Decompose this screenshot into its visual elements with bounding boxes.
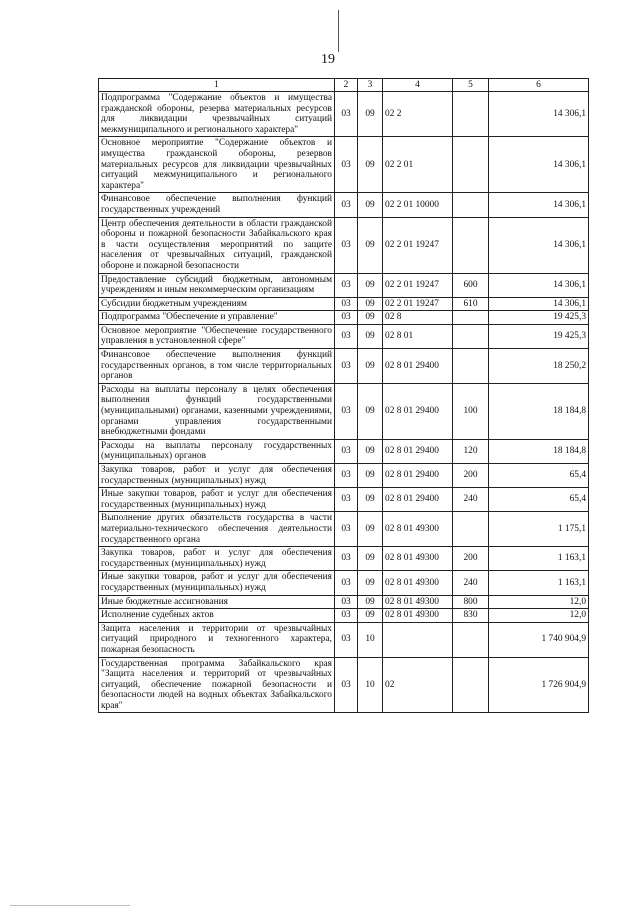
- cell-name: Иные закупки товаров, работ и услуг для обеспечения государственных (муниципальных) нужд: [99, 488, 335, 512]
- table-row: [99, 217, 589, 273]
- table-row: [99, 622, 589, 657]
- cell-amount: 1 175,1: [489, 512, 589, 547]
- cell-name: Основное мероприятие "Обеспечение государственного управления в установленной сфере": [99, 324, 335, 348]
- cell-section: 03: [335, 349, 358, 384]
- cell-subsection: 10: [358, 657, 383, 713]
- cell-target-article: 02 8 01 29400: [383, 383, 453, 439]
- cell-target-article: 02 8 01: [383, 324, 453, 348]
- table-row: [99, 383, 589, 439]
- cell-expense-type: [453, 92, 489, 137]
- header-col-6: 6: [489, 79, 589, 92]
- table-row: [99, 311, 589, 325]
- cell-target-article: 02 2 01 10000: [383, 193, 453, 217]
- cell-section: 03: [335, 92, 358, 137]
- cell-section: 03: [335, 657, 358, 713]
- cell-name: Подпрограмма "Содержание объектов и имущества гражданской обороны, резерва материальных ресурсов для ликвидации чрезвычайных ситуаций межмуниципального и регионального характера": [99, 92, 335, 137]
- cell-subsection: 09: [358, 137, 383, 193]
- cell-subsection: 09: [358, 547, 383, 571]
- cell-amount: 65,4: [489, 464, 589, 488]
- cell-amount: 14 306,1: [489, 137, 589, 193]
- cell-target-article: 02 8 01 29400: [383, 488, 453, 512]
- cell-expense-type: 200: [453, 547, 489, 571]
- cell-target-article: [383, 622, 453, 657]
- cell-expense-type: 240: [453, 571, 489, 595]
- cell-section: 03: [335, 383, 358, 439]
- cell-name: Основное мероприятие "Содержание объектов и имущества гражданской обороны, резервов материальных ресурсов для ликвидации чрезвычайных ситуаций межмуниципального и регионального характера": [99, 137, 335, 193]
- cell-expense-type: [453, 512, 489, 547]
- cell-target-article: 02 8: [383, 311, 453, 325]
- cell-expense-type: [453, 349, 489, 384]
- header-col-4: 4: [383, 79, 453, 92]
- cell-section: 03: [335, 311, 358, 325]
- cell-name: Государственная программа Забайкальского края "Защита населения и территорий от чрезвычайных ситуаций, обеспечение пожарной безопасности и безопасности людей на водных объектах Забайкальского края": [99, 657, 335, 713]
- cell-amount: 12,0: [489, 595, 589, 609]
- table-row: [99, 488, 589, 512]
- cell-amount: 1 726 904,9: [489, 657, 589, 713]
- cell-subsection: 09: [358, 92, 383, 137]
- cell-section: 03: [335, 488, 358, 512]
- cell-subsection: 09: [358, 571, 383, 595]
- cell-target-article: 02 8 01 49300: [383, 512, 453, 547]
- cell-subsection: 09: [358, 193, 383, 217]
- cell-amount: 14 306,1: [489, 92, 589, 137]
- table-row: [99, 273, 589, 297]
- scan-top-divider-line: [338, 10, 339, 52]
- cell-target-article: 02 2 01 19247: [383, 273, 453, 297]
- cell-expense-type: [453, 622, 489, 657]
- table-row: [99, 595, 589, 609]
- cell-target-article: 02 2 01 19247: [383, 217, 453, 273]
- cell-amount: 65,4: [489, 488, 589, 512]
- cell-section: 03: [335, 622, 358, 657]
- table-body: [99, 92, 589, 713]
- cell-subsection: 09: [358, 311, 383, 325]
- table-row: [99, 349, 589, 384]
- cell-section: 03: [335, 439, 358, 463]
- cell-section: 03: [335, 137, 358, 193]
- cell-section: 03: [335, 595, 358, 609]
- cell-amount: 18 184,8: [489, 439, 589, 463]
- cell-target-article: 02 8 01 49300: [383, 571, 453, 595]
- cell-expense-type: 100: [453, 383, 489, 439]
- header-row: [99, 79, 589, 92]
- cell-target-article: 02 8 01 29400: [383, 464, 453, 488]
- header-col-5: 5: [453, 79, 489, 92]
- budget-table: [98, 78, 589, 713]
- cell-target-article: 02 8 01 29400: [383, 439, 453, 463]
- table-row: [99, 512, 589, 547]
- cell-expense-type: 610: [453, 297, 489, 311]
- cell-amount: 14 306,1: [489, 273, 589, 297]
- cell-name: Закупка товаров, работ и услуг для обеспечения государственных (муниципальных) нужд: [99, 464, 335, 488]
- cell-name: Защита населения и территории от чрезвычайных ситуаций природного и техногенного характера, пожарная безопасность: [99, 622, 335, 657]
- cell-target-article: 02 2: [383, 92, 453, 137]
- cell-expense-type: 200: [453, 464, 489, 488]
- cell-expense-type: [453, 311, 489, 325]
- cell-expense-type: 800: [453, 595, 489, 609]
- cell-section: 03: [335, 273, 358, 297]
- cell-expense-type: [453, 324, 489, 348]
- cell-target-article: 02 8 01 49300: [383, 609, 453, 623]
- cell-expense-type: [453, 657, 489, 713]
- cell-name: Исполнение судебных актов: [99, 609, 335, 623]
- table-row: [99, 547, 589, 571]
- table-row: [99, 297, 589, 311]
- cell-section: 03: [335, 297, 358, 311]
- cell-subsection: 09: [358, 439, 383, 463]
- cell-target-article: 02 2 01: [383, 137, 453, 193]
- table-row: [99, 464, 589, 488]
- cell-expense-type: [453, 137, 489, 193]
- cell-subsection: 09: [358, 273, 383, 297]
- cell-amount: 18 184,8: [489, 383, 589, 439]
- cell-name: Финансовое обеспечение выполнения функций государственных учреждений: [99, 193, 335, 217]
- cell-amount: 14 306,1: [489, 297, 589, 311]
- cell-expense-type: 120: [453, 439, 489, 463]
- cell-name: Иные закупки товаров, работ и услуг для обеспечения государственных (муниципальных) нужд: [99, 571, 335, 595]
- cell-name: Субсидии бюджетным учреждениям: [99, 297, 335, 311]
- cell-name: Иные бюджетные ассигнования: [99, 595, 335, 609]
- cell-name: Финансовое обеспечение выполнения функций государственных органов, в том числе территориальных органов: [99, 349, 335, 384]
- cell-section: 03: [335, 609, 358, 623]
- cell-target-article: 02 2 01 19247: [383, 297, 453, 311]
- cell-name: Расходы на выплаты персоналу в целях обеспечения выполнения функций государственными (муниципальными) органами, казенными учреждениями, органами управления государственными внебюджетными фондами: [99, 383, 335, 439]
- page-number: 19: [321, 52, 335, 67]
- cell-name: Расходы на выплаты персоналу государственных (муниципальных) органов: [99, 439, 335, 463]
- cell-subsection: 09: [358, 383, 383, 439]
- cell-section: 03: [335, 512, 358, 547]
- cell-name: Предоставление субсидий бюджетным, автономным учреждениям и иным некоммерческим организациям: [99, 273, 335, 297]
- cell-expense-type: 830: [453, 609, 489, 623]
- cell-name: Закупка товаров, работ и услуг для обеспечения государственных (муниципальных) нужд: [99, 547, 335, 571]
- cell-expense-type: [453, 193, 489, 217]
- table-row: [99, 609, 589, 623]
- header-col-1: 1: [99, 79, 335, 92]
- cell-section: 03: [335, 547, 358, 571]
- cell-section: 03: [335, 464, 358, 488]
- cell-amount: 14 306,1: [489, 217, 589, 273]
- table-row: [99, 137, 589, 193]
- cell-section: 03: [335, 571, 358, 595]
- cell-target-article: 02 8 01 29400: [383, 349, 453, 384]
- cell-subsection: 09: [358, 488, 383, 512]
- cell-amount: 19 425,3: [489, 324, 589, 348]
- header-col-3: 3: [358, 79, 383, 92]
- cell-subsection: 09: [358, 595, 383, 609]
- cell-amount: 18 250,2: [489, 349, 589, 384]
- cell-target-article: 02 8 01 49300: [383, 595, 453, 609]
- cell-target-article: 02 8 01 49300: [383, 547, 453, 571]
- cell-expense-type: [453, 217, 489, 273]
- table-row: [99, 92, 589, 137]
- header-col-2: 2: [335, 79, 358, 92]
- cell-subsection: 09: [358, 609, 383, 623]
- cell-amount: 1 163,1: [489, 547, 589, 571]
- cell-subsection: 09: [358, 324, 383, 348]
- cell-name: Центр обеспечения деятельности в области гражданской обороны и пожарной безопасности Забайкальского края в части осуществления мероприятий по защите населения от чрезвычайных ситуаций, гражданской обороне и пожарной безопасности: [99, 217, 335, 273]
- cell-name: Выполнение других обязательств государства в части материально-технического обеспечения деятельности государственного органа: [99, 512, 335, 547]
- cell-subsection: 09: [358, 349, 383, 384]
- scan-artifact-line: [10, 905, 130, 906]
- cell-amount: 12,0: [489, 609, 589, 623]
- cell-name: Подпрограмма "Обеспечение и управление": [99, 311, 335, 325]
- table-row: [99, 657, 589, 713]
- cell-subsection: 10: [358, 622, 383, 657]
- cell-section: 03: [335, 217, 358, 273]
- table-row: [99, 193, 589, 217]
- cell-subsection: 09: [358, 217, 383, 273]
- cell-expense-type: 600: [453, 273, 489, 297]
- cell-subsection: 09: [358, 464, 383, 488]
- cell-subsection: 09: [358, 512, 383, 547]
- cell-subsection: 09: [358, 297, 383, 311]
- table-row: [99, 439, 589, 463]
- cell-target-article: 02: [383, 657, 453, 713]
- table-row: [99, 324, 589, 348]
- cell-amount: 14 306,1: [489, 193, 589, 217]
- cell-expense-type: 240: [453, 488, 489, 512]
- table-row: [99, 571, 589, 595]
- cell-section: 03: [335, 324, 358, 348]
- cell-amount: 1 740 904,9: [489, 622, 589, 657]
- cell-section: 03: [335, 193, 358, 217]
- cell-amount: 1 163,1: [489, 571, 589, 595]
- cell-amount: 19 425,3: [489, 311, 589, 325]
